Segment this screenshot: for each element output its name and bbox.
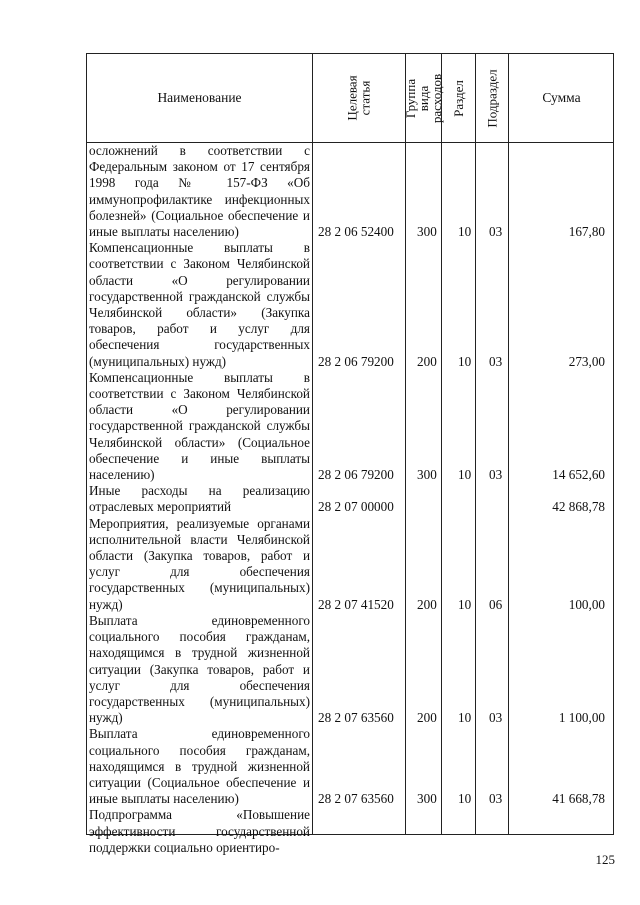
row-name: Выплата единовременного социального пособия гражданам, находящимся в трудной жизненной ситуации (Социальное обеспечение и иные выплаты населению) [89, 726, 310, 807]
row-name: Выплата единовременного социального пособия гражданам, находящимся в трудной жизненной ситуации (Закупка товаров, работ и услуг для обеспечения государственных (муниципальных) нужд) [89, 612, 310, 726]
row-sum: 42 868,78 [552, 499, 605, 515]
table-row [87, 807, 615, 856]
header-section-label: Раздел [451, 79, 466, 117]
row-code: 28 2 06 52400 [318, 224, 394, 240]
page-number: 125 [595, 852, 615, 867]
row-subsection: 06 [489, 596, 503, 612]
budget-table [86, 53, 614, 855]
row-subsection: 03 [489, 791, 503, 807]
row-group: 300 [417, 791, 437, 807]
row-name: Иные расходы на реализацию отраслевых мероприятий [89, 483, 310, 515]
row-code: 28 2 07 63560 [318, 710, 394, 726]
row-name: Мероприятия, реализуемые органами исполнительной власти Челябинской области (Закупка товаров, работ и услуг для обеспечения государственных (муниципальных) нужд) [89, 515, 310, 612]
header-code-label: Целевая статья [344, 75, 373, 121]
table-row [87, 516, 615, 613]
header-group [403, 54, 445, 142]
row-sum: 273,00 [568, 353, 605, 369]
row-sum: 1 100,00 [558, 710, 605, 726]
table-row [87, 726, 615, 807]
table-body [87, 143, 615, 856]
row-section: 10 [458, 467, 472, 483]
row-section: 10 [458, 791, 472, 807]
header-name: Наименование [157, 90, 242, 105]
row-group: 300 [417, 467, 437, 483]
table-row [87, 240, 615, 370]
row-name: Подпрограмма «Повышение эффективности государственной поддержки социально ориентиро- [89, 807, 310, 855]
row-group: 200 [417, 710, 437, 726]
row-sum: 14 652,60 [552, 467, 605, 483]
row-group: 300 [417, 224, 437, 240]
row-code: 28 2 07 41520 [318, 596, 394, 612]
row-name: осложнений в соответствии с Федеральным законом от 17 сентября 1998 года № 157-ФЗ «Об иммунопрофилактике инфекционных болезней» (Социальное обеспечение и иные выплаты населению) [89, 143, 310, 240]
row-name: Компенсационные выплаты в соответствии с Законом Челябинской области «О регулировании государственной гражданской службы Челябинской области» (Социальное обеспечение и иные выплаты населению) [89, 369, 310, 483]
row-group: 200 [417, 353, 437, 369]
row-subsection: 03 [489, 224, 503, 240]
table-row [87, 143, 615, 240]
row-group: 200 [417, 596, 437, 612]
row-name: Компенсационные выплаты в соответствии с Законом Челябинской области «О регулировании государственной гражданской службы Челябинской области» (Закупка товаров, работ и услуг для обеспечения государственных (муниципальных) нужд) [89, 240, 310, 369]
table-row [87, 613, 615, 726]
header-subsection-label: Подраздел [484, 68, 500, 128]
header-sum: Сумма [542, 90, 581, 105]
row-sum: 41 668,78 [552, 791, 605, 807]
row-code: 28 2 06 79200 [318, 353, 394, 369]
row-subsection: 03 [489, 467, 503, 483]
row-code: 28 2 07 00000 [318, 499, 394, 515]
row-section: 10 [458, 353, 472, 369]
header-section [442, 54, 475, 142]
header-code [313, 54, 405, 142]
table-row [87, 483, 615, 515]
row-section: 10 [458, 710, 472, 726]
row-code: 28 2 06 79200 [318, 467, 394, 483]
row-code: 28 2 07 63560 [318, 791, 394, 807]
row-sum: 100,00 [568, 596, 605, 612]
row-subsection: 03 [489, 353, 503, 369]
header-group-label: Группа вида расходов [403, 73, 445, 123]
row-sum: 167,80 [568, 224, 605, 240]
row-section: 10 [458, 224, 472, 240]
table-row [87, 370, 615, 483]
row-section: 10 [458, 596, 472, 612]
row-subsection: 03 [489, 710, 503, 726]
header-subsection [476, 54, 508, 142]
